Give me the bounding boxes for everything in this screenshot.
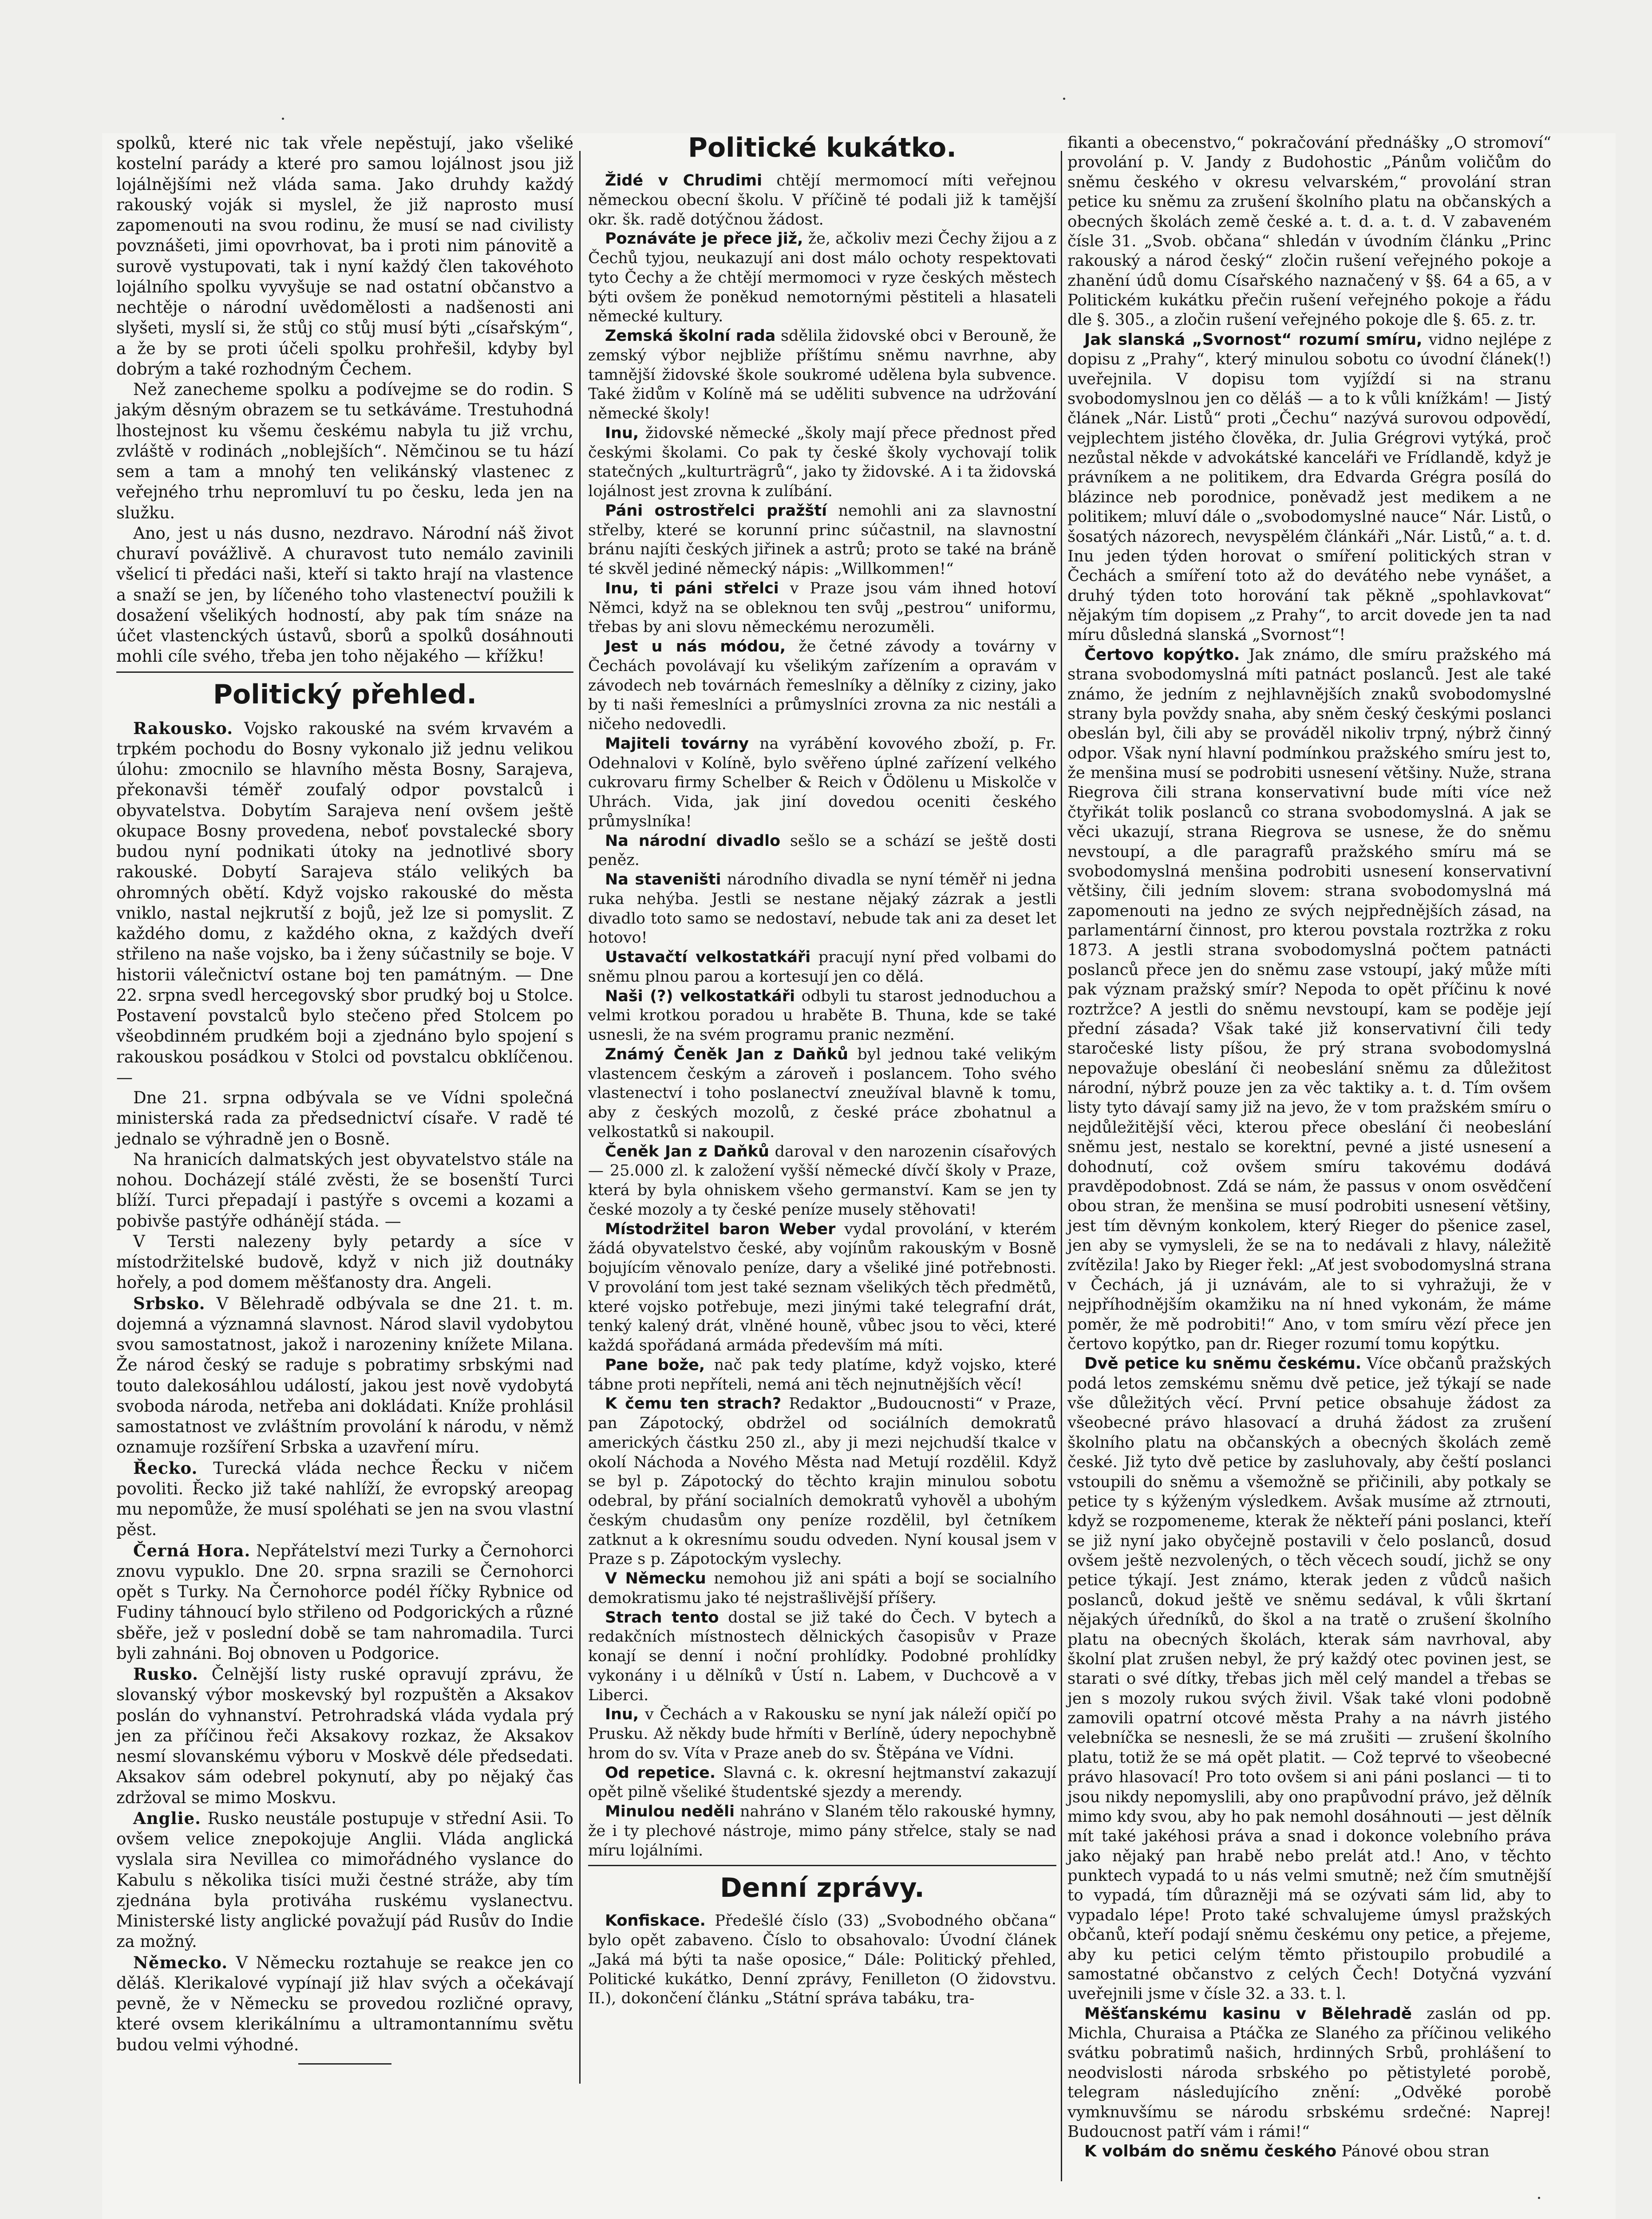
column-middle	[588, 133, 1056, 2009]
news-item-text: Jak známo, dle smíru pražského má strana svobodomyslná míti patnáct poslanců. Jest ale také známo, že jedním z nejhlavnějších znaků svobodomyslné strany byla povždy snaha, aby sněm český českými poslanci obeslán byl, čili aby se prováděl nikoliv trpný, nýbrž činný odpor. Však nyní hlavní podmínkou pražského smíru jest to, že menšina musí se podrobiti usnesení většiny. Nuže, strana Riegrova čili strana konservativní bude míti více než čtyřikát tolik poslanců co strana svobodomyslná. A jak se věci ukazují, strana Riegrova se usnese, že do sněmu nevstoupí, a dle paragrafů pražského smíru má se svobodomyslná menšina podrobiti usnesení konservativní většiny, čili jedním slovem: strana svobodomyslná má zapomenouti na jedno ze svých nejpřednějších zásad, na parlamentární činnost, pro kterou povstala roztržka z roku 1873. A jestli strana svobodomyslná počtem patnácti poslanců přece jen do sněmu zase vstoupí, jaký může míti pak význam pražský smír? Nepoda to opět příčinu k nové roztržce? A jestli do sněmu nevstoupí, kam se poděje její přední zásada? Však také již konservativní čili tedy staročeské listy píšou, že prý strana svobodomyslná nepovažuje obeslání či neobeslání sněmu za důležitost národní, nýbrž pouze jen za věc taktiky a. t. d. Tím ovšem listy tyto dávají samy již na jevo, že v tom pražském smíru o nejdůležitější věci, kterou přece obeslání či neobeslání sněmu jest, nestalo se korektní, pevné a jisté usnesení a dohodnutí, což ovšem smíru takovému dodává pravděpodobnost. Zdá se nám, že passus v onom osvědčení obou stran, že menšina se musí podrobiti usnesení většiny, jest tím děvným konkolem, který Rieger do pšenice zasel, jen aby se vymysleli, že se na to nedávali z hlavy, náležitě zvítězila! Jako by Rieger řekl: „Ať jest svobodomyslná strana v Čechách, já ji uznávám, ale to si vyhražuji, že v nejpříhodnějším okamžiku na ní hned vykonám, že máme poměr, že mě podrobiti!“ Ano, v tom smíru vězí přece jen čertovo kopýtko, pan dr. Rieger rozumí tomu kopýtku.	[1067, 645, 1551, 1353]
news-item-lead: K čemu ten strach?	[605, 1395, 782, 1413]
news-item-lead: Jest u nás módou,	[605, 638, 786, 655]
section-rule	[116, 671, 573, 673]
article-text: fikanti a obecenstvo,“ pokračování přednášky „O stromoví“ provolání p. V. Jandy z Budohostic „Pánům voličům do sněmu českého v okresu velvarském,“ provolání stran petice ku sněmu za zrušení školního platu na občanských a obecných školách země české a. t. d. a. t. d. V zabaveném čísle 31. „Svob. občana“ shledán v úvodním článku „Princ rakouský a národ český“ zločin rušení veřejného pokoje a zhanění údů domu Císařského naznačený v §§. 64 a 65, a v Politickém kukátku přečin rušení veřejného pokoje a řádu dle §. 305., a zločin rušení veřejného pokoje dle §. 65. z. tr.	[1067, 134, 1551, 329]
news-item	[588, 171, 1056, 229]
news-item-lead: Naši (?) velkostatkáři	[605, 987, 795, 1005]
news-item-text: chtějí mermomocí míti veřejnou německou obecní školu. V příčině té podali již k tamější okr. šk. radě dotýčnou žádost.	[588, 172, 1056, 229]
news-item-lead: Židé v Chrudimi	[605, 172, 763, 190]
news-item	[588, 1705, 1056, 1763]
news-item	[1067, 645, 1551, 1354]
news-item-text: nač pak tedy platíme, když vojsko, které tábne proti nepříteli, nemá ani těch nejnutnějších věcí!	[588, 1356, 1056, 1394]
news-item	[1067, 2004, 1551, 2142]
news-item-lead: Pane bože,	[605, 1356, 705, 1374]
news-item-lead: Páni ostrostřelci pražští	[605, 501, 827, 520]
news-item-text: Pánové obou stran	[1341, 2142, 1490, 2161]
news-item-text: byl jednou také velikým vlastencem českým a zároveň i poslancem. Toho svého vlastenectví i toho poslanectví zneužíval blavně k tomu, aby z českých mozolů, z české práce zbohatnul a velkostatků si nakoupil.	[588, 1045, 1056, 1141]
news-item-text: pracují nyní před volbami do sněmu plnou parou a kortesují jen co dělá.	[588, 948, 1056, 986]
news-item: Na hranicích dalmatských jest obyvatelstvo stále na nohou. Docházejí stálé zvěsti, že se bosenští Turci blíží. Turci přepadají i pastýře s ovcemi a kozami a pobivše pastýře odhánějí stáda. —	[116, 1149, 573, 1231]
print-speck	[1538, 2197, 1540, 2199]
news-item	[588, 327, 1056, 424]
news-item	[588, 1142, 1056, 1220]
section-heading-daily-news: Denní zprávy.	[720, 1872, 925, 1904]
news-list	[1067, 330, 1551, 2162]
section-rule	[588, 1865, 1056, 1866]
news-item	[588, 1764, 1056, 1803]
news-item-text: nemohli ani za slavnostní střelby, které se korunní princ súčastnil, na slavnostní bránu najíti českých jiřinek a astrů; proto se také na bráně té skvěl jediné německý nápis: „Willkommen!“	[588, 501, 1056, 578]
news-item-text: dostal se již také do Čech. V bytech a redakčních místnostech dělnických časopisův v Praze konají se denní i noční prohlídky. Podobné prohlídky vykonány i u dělníků v Ústí n. Labem, v Duchcově a v Liberci.	[588, 1608, 1056, 1704]
news-item-lead: Od repetice.	[605, 1764, 716, 1782]
news-item-lead: Čeněk Jan z Daňků	[605, 1142, 769, 1161]
news-item-lead: Místodržitel baron Weber	[605, 1220, 836, 1238]
news-item	[588, 1045, 1056, 1142]
section-heading-political-peephole: Politické kukátko.	[688, 132, 956, 163]
news-item: Řecko. Turecká vláda nechce Řecku v ničem povoliti. Řecko již také nahlíží, že evropský areopag mu nepomůže, že musí spoléhati se jen na svou vlastní pěst.	[116, 1458, 573, 1540]
article-text: Ano, jest u nás dusno, nezdravo. Národní náš život churaví povážlivě. A churavost tuto nemálo zavinili všelicí ti předáci naši, kteří si takto hrají na vlastence a snaží se jen, by líčeného toho vlastenectví použili k dosažení všelikých hodností, aby pak tím snáze na účet vlastenckých ústavů, sborů a spolků dosáhnouti mohli cíle svého, třeba jen toho nějakého — křížku!	[116, 523, 573, 666]
news-item	[588, 637, 1056, 734]
news-item-text: odbyli tu starost jednoduchou a velmi krotkou poradou u hraběte B. Thuna, kde se také usnesli, že na svém programu pranic nezmění.	[588, 987, 1056, 1044]
news-item-text: sešlo se a schází se ještě dosti peněz.	[588, 832, 1056, 869]
news-item-lead: V Německu	[605, 1570, 706, 1587]
news-item-text: zaslán od pp. Michla, Churaisa a Ptáčka ze Slaného za příčinou velikého svátku pobratimů našich, hrdinných Srbů, prohlášení to neodvislosti národa srbského po pětistyleté porobě, telegram následujícího znění: „Odvěké porobě vymknuvšímu se národu srbskému srdečné: Naprej! Budoucnost patří vám i rámi!“	[1067, 2004, 1551, 2141]
news-item	[1067, 330, 1551, 645]
news-item	[588, 1802, 1056, 1860]
news-item-text: Slavná c. k. okresní hejtmanství zakazují opět pilně všeliké študentské sjezdy a merendy.	[588, 1764, 1057, 1801]
news-item	[588, 832, 1056, 871]
news-item-lead: Dvě petice ku sněmu českému.	[1084, 1354, 1362, 1373]
news-item-lead: Čertovo kopýtko.	[1084, 645, 1240, 664]
news-item	[588, 1394, 1056, 1569]
news-item	[588, 870, 1056, 948]
news-item: Rakousko. Vojsko rakouské na svém krvavém a trpkém pochodu do Bosny vykonalo již jednu velikou úlohu: zmocnilo se hlavního města Bosny, Sarajeva, překonavši téměř zoufalý odpor povstalců i obyvatelstva. Dobytím Sarajeva není ovšem ještě okupace Bosny provedena, neboť povstalecké sbory budou nyní podnikati útoky na jednotlivé sbory rakouské. Dobytí Sarajeva stálo velikých ba ohromných obětí. Když vojsko rakouské do města vniklo, nastal nejkrutší z bojů, jež lze si pomyslit. Z každého domu, z každého okna, z každých dveří střileno na naše vojsko, ba i ženy súčastnily se boje. V historii válečnictví ostane boj ten památným. — Dne 22. srpna svedl hercegovský sbor prudký boj u Stolce. Postavení povstalců bylo stečeno před Stolcem po všeobdinném prudkém boji a zjednáno bylo spojení s rakouskou posádkou v Stolci od povstalcu obklíčenou. —	[116, 718, 573, 1087]
news-item	[588, 229, 1056, 327]
end-rule	[298, 2063, 391, 2065]
print-speck	[1063, 98, 1065, 100]
news-item-lead: Měšťanskému kasinu v Bělehradě	[1084, 2004, 1412, 2023]
news-item: Srbsko. V Bělehradě odbývala se dne 21. t. m. dojemná a významná slavnost. Národ slavil vydobytou svou samostatnost, jakož i narozeniny knížete Milana. Že národ český se raduje s pobratimy srbskými nad touto dalekosáhlou událostí, jakou jest nově vydobytá svoboda národa, netřeba ani dokládati. Kníže prohlásil samostatnost ve zvláštním provolání k národu, v němž oznamuje rozšíření Srbska a uzavření míru.	[116, 1293, 573, 1457]
article-text: spolků, které nic tak vřele nepěstují, jako všeliké kostelní parády a které pro samou lojálnost jsou již lojálnějšími než vláda sama. Jako druhdy každý rakouský voják si myslel, že již naprosto musí zapomenouti na svou rodinu, že musí se nad civilisty povznášeti, jimi opovrhovat, ba i proti nim pánovitě a surově vystupovati, tak i nyní každý člen takovéhoto lojálního spolku vyvyšuje se nad ostatní občanstvo a nechtěje o národní uvědomělosti a nadšenosti ani slyšeti, myslí si, že stůj co stůj musí býti „císařským“, a že by se proti účeli spolku prohřešil, kdyby byl dobrým a také rozhodným Čechem.	[116, 134, 573, 379]
news-item-text: v Čechách a v Rakousku se nyní jak náleží opičí po Prusku. Až někdy bude hřmíti v Berlíně, údery nepochybně hrom do sv. Víta v Praze aneb do sv. Štěpána ve Vídni.	[588, 1706, 1056, 1762]
news-item-lead: Na národní divadlo	[605, 832, 781, 850]
news-item-text: v Praze jsou vám ihned hotoví Němci, když na se obleknou ten svůj „pestrou“ uniformu, třebas by ani slovu německému nerozuměli.	[588, 579, 1056, 636]
news-item	[1067, 1354, 1551, 2004]
news-item	[588, 1608, 1056, 1706]
news-item-lead: Inu, ti páni střelci	[605, 579, 779, 597]
news-item-text: Více občanů pražských podá letos zemskému sněmu dvě petice, jež týkají se nade vše důležitých věcí. První petice obsahuje žádost za všeobecné právo hlasovací a druhá žádost za zrušení školního platu na občanských a obecných školách země české. Již tyto dvě petice by zasluhovaly, aby čeští poslanci vstoupili do sněmu a všemožně se přičinili, aby potkaly se petice ty s kýženým výsledkem. Avšak musíme až ztrnouti, když se rozpomeneme, kterak že někteří páni poslanci, kteří se již nyní jako obyčejně postavili v čelo poslanců, dosud ovšem ještě nezvolených, o těch věcech soudí, jichž se ony petice týkají. Jest známo, kterak jeden z vůdců našich poslanců, dokud ještě ve sněmu sedával, k vůli škrtaní nějakých úředníků, do škol a na tratě o zrušení školního platu na obecných školách, kterak sám navrhoval, aby školní plat zrušen nebyl, že prý každý otec povinen jest, se starati o své dítky, třebas jich měl celý mandel a třebas se jen s mozoly rukou svých živil. Však také vloni podobně zamovili opatrní otcové města Prahy a na návrh jistého velebníčka se nesnesli, že se má zrušiti — zrušení školního platu, totiž že se má opět platit. — Což teprvé to všeobecné právo hlasovací! Pro toto ovšem si ani páni poslanci — ti to jsou nikdy nepomyslili, aby ono prapůvodní právo, jež dělník mimo kdy svou, aby ho pak nemohl dosáhnouti — jest dělník mít také jakéhosi práva a snad i dokonce volebního práva jako nějaký pan hrabě nebo prelát atd.! Ano, v těchto punktech vypadá to u nás velmi smutně; než čím smutnější to vypadá, tím důrazněji má se ozývati sám lid, aby to vypadalo lépe! Proto také schvalujeme úmysl pražských občanů, kteří podají sněmu českému ony petice, a přejeme, aby ku petici celým těmto přistoupilo probudilé a samostatné občanstvo z celých Čech! Dotyčná vyzvání uveřejnili jsme v čísle 32. a 33. t. l.	[1067, 1354, 1551, 2003]
news-item	[588, 579, 1056, 637]
print-speck	[282, 118, 284, 120]
news-item: Německo. V Německu roztahuje se reakce jen co děláš. Klerikalové vypínají již hlav svých a očekávají pevně, že v Německu se provedou rozličné opravy, které ovsem klerikálnímu a ultramontannímu světu budou velmi výhodné.	[116, 1952, 574, 2054]
news-item: Dne 21. srpna odbývala se ve Vídni společná ministerská rada za předsednictví císaře. V radě té jednalo se výhradně jen o Bosně.	[116, 1088, 573, 1149]
news-item: Černá Hora. Nepřátelství mezi Turky a Černohorci znovu vypuklo. Dne 20. srpna srazili se Černohorci opět s Turky. Na Černohorce podél říčky Rybnice od Fudiny táhnoucí bylo střileno od Podgorických a různé sběře, jež v poslední době se tam nahromadila. Turci byli zahnáni. Boj obnoven u Podgorice.	[116, 1540, 573, 1663]
news-item-text: vidno nejlépe z dopisu z „Prahy“, který minulou sobotu co úvodní článek(!) uveřejnila. V dopisu tom vyjíždí si na stranu svobodomyslnou jen co děláš — a to k vůli knížkám! — Jistý článek „Nár. Listů“ proti „Čechu“ nazývá surovou odpovědí, vejplechtem jistého člověka, dr. Julia Grégrovi vytýká, proč nezůstal někde v advokátské kanceláři ve Frídlandě, když je právníkem a ne politikem, dra Edvarda Grégra posílá do blázince neb porodnice, poněvadž jest medikem a ne politikem; mluví dále o „svobodomyslné nauce“ Nár. Listů, o šosatých názorech, nevyspělém článkáři „Nár. Listů,“ a. t. d. Inu jeden týden horovat o smíření politických stran v Čechách a smíření toto až do devátého nebe vynášet, a druhý týden toto horování tak pěkně „spohlavkovat“ nějakým tím dopisem „z Prahy“, to arcit dovede jen ta nad míru důsledná slanská „Svornost“!	[1067, 330, 1551, 644]
news-item-text: daroval v den narozenin císařových — 25.000 zl. k založení vyšší německé dívčí školy v Praze, která by byla ohniskem všeho germanství. Kam se jen ty české mozoly a ty české peníze musely stěhovati!	[588, 1142, 1056, 1219]
news-item-lead: Majiteli továrny	[605, 734, 749, 753]
news-item	[1067, 2142, 1551, 2161]
news-item	[588, 734, 1056, 832]
news-item-text: sdělila židovské obci v Berouně, že zemský výbor nejbliže příštímu sněmu navrhne, aby tamnější židovské škole soukromé udělena byla subvence. Také židům v Kolíně má se uděliti subvence na udržování německé školy!	[588, 327, 1056, 422]
news-item: Anglie. Rusko neustále postupuje v střední Asii. To ovšem velice znepokojuje Anglii. Vláda anglická vyslala sira Nevillea co mimořádného vyslance do Kabulu s několika tisíci muži čestné stráže, aby tím zjednána byla protiváha ruskému vyslanectvu. Ministerské listy anglické považují pád Rusův do Indie za možný.	[116, 1808, 573, 1951]
news-item	[588, 948, 1056, 987]
news-item-text: národního divadla se nyní téměř ni jedna ruka nehýba. Jestli se nestane nějaký zázrak a jestli divadlo toto samo se nedostaví, nebude tak ani za deset let hotovo!	[588, 871, 1056, 947]
news-item	[588, 987, 1056, 1045]
section-heading-political-overview: Politický přehled.	[213, 679, 477, 710]
news-item	[588, 1356, 1056, 1395]
column-divider	[1061, 151, 1062, 2181]
news-item	[588, 501, 1056, 579]
news-item-lead: Jak slanská „Svornost“ rozumí smíru,	[1084, 330, 1423, 349]
news-item-text: nahráno v Slaném tělo rakouské hymny, že i ty plechové nástroje, mimo pány střelce, staly se nad míru lojálními.	[588, 1803, 1056, 1860]
news-item: Konfiskace. Předešlé číslo (33) „Svobodného občana“ bylo opět zabaveno. Číslo to obsahovalo: Úvodní článek „Jaká má býti ta naše oposice,“ Dále: Politický přehled, Politické kukátko, Denní zprávy, Fenilleton (O židovstvu. II.), dokončení článku „Státní správa tabáku, tra-	[588, 1912, 1056, 2008]
article-text: Než zanecheme spolku a podívejme se do rodin. S jakým děsným obrazem se tu setkáváme. Trestuhodná lhostejnost ku všemu českému nabyla tu již vrchu, zvláště v rodinách „noblejších“. Němčinou se tu hází sem a tam a mnohý ten velikánský vlastenec z veřejného trhu nepromluví tu po česku, leda jen na služku.	[116, 380, 573, 522]
news-list	[588, 171, 1056, 1860]
news-item-text: že, ačkoliv mezi Čechy žijou a z Čechů tyjou, neukazují ani dost málo ochoty respektovati tyto Čechy a že chtějí mermomoci v ryze českých městech býti ovšem že poněkud nemotornými pěstiteli a hlasateli německé kultury.	[588, 230, 1056, 326]
news-item-text: Redaktor „Budoucnosti“ v Praze, pan Zápotocký, obdržel od sociálních demokratů amerických částku 250 zl., aby ji mezi nejchudší tkalce v okolí Náchoda a Nového Města nad Metují rozdělil. Když se byl p. Zápotocký do těchto krajin minulou sobotu odebral, by přání socialních demokratů vyhověl a ubohým českým chudasům ony peníze rozdělil, byl četníkem zatknut a k okresnímu soudu odveden. Nyní kousal jsem v Praze s p. Zápotockým vyslechy.	[588, 1395, 1056, 1568]
news-item-text: židovské německé „školy mají přece přednost před českými školami. Co pak ty české školy vychovají tolik statečných „kulturträgrů“, jako ty židovské. A i ta židovská lojálnost jest zrovna k zulíbání.	[588, 424, 1056, 500]
news-item-lead: Na staveništi	[605, 871, 721, 888]
news-item-lead: Inu,	[605, 1706, 639, 1724]
news-item-text: vydal provolání, v kterém žádá obyvatelstvo české, aby vojínům rakouským v Bosně bojujícím věnovalo peníze, dary a všeliké jiné potřebnosti. V provolání tom jest také seznam všelikých těch předmětů, které vojsko potřebuje, mezi jinými také telegrafní drát, tenký kalený drát, vlněné houně, vůbec jsou to věci, které každá spořádaná armáda především má míti.	[588, 1220, 1056, 1354]
news-item-lead: Známý Čeněk Jan z Daňků	[605, 1045, 849, 1063]
news-item-lead: Strach tento	[605, 1608, 719, 1627]
column-left	[116, 133, 573, 2065]
news-item-lead: Zemská školní rada	[605, 327, 776, 345]
news-item-lead: Inu,	[605, 424, 639, 442]
news-item-lead: Poznáváte je přece již,	[605, 230, 803, 248]
news-item-lead: K volbám do sněmu českého	[1084, 2142, 1337, 2161]
news-item: V Tersti nalezeny byly petardy a síce v místodržitelské budově, když v nich již doutnáky hořely, a pod domem měšťanosty dra. Angeli.	[116, 1232, 573, 1292]
news-item-lead: Ustavačtí velkostatkáři	[605, 948, 811, 966]
news-item-text: na vyrábění kovového zboží, p. Fr. Odehnalovi v Kolíně, bylo svěřeno úplné zařízení velkého cukrovaru firmy Schelber & Reich v Ödölenu u Miskolče v Uhrách. Vida, jak jiní dovedou oceniti českého průmyslníka!	[588, 734, 1056, 830]
news-item: Rusko. Čelnější listy ruské opravují zprávu, že slovanský výbor moskevský byl rozpuštěn a Aksakov poslán do vyhnanství. Petrohradská vláda vydala prý jen za příčinou řeči Aksakovy rozkaz, že Aksakov nesmí slovanskému výboru v Moskvě déle předsedati. Aksakov sám odebrel pokynutí, aby po nějaký čas zdržoval se mimo Moskvu.	[116, 1664, 574, 1807]
news-item-text: že četné závody a továrny v Čechách povolávají ku všelikým zařízením a opravám v závodech neb továrnách řemeslníky a dělníky z ciziny, jako by ti naši řemeslníci a průmyslníci zrovna za nic nestáli a ničeho nedovedli.	[588, 638, 1056, 733]
column-divider	[579, 151, 581, 2084]
news-item	[588, 1220, 1056, 1356]
news-item-lead: Minulou neděli	[605, 1803, 735, 1820]
column-right	[1067, 133, 1551, 2162]
news-item	[588, 424, 1056, 501]
news-item	[588, 1569, 1056, 1608]
news-item-text: nemohou již ani spáti a bojí se socialního demokratismu jako té nejstrašlivější příšery.	[588, 1570, 1056, 1607]
